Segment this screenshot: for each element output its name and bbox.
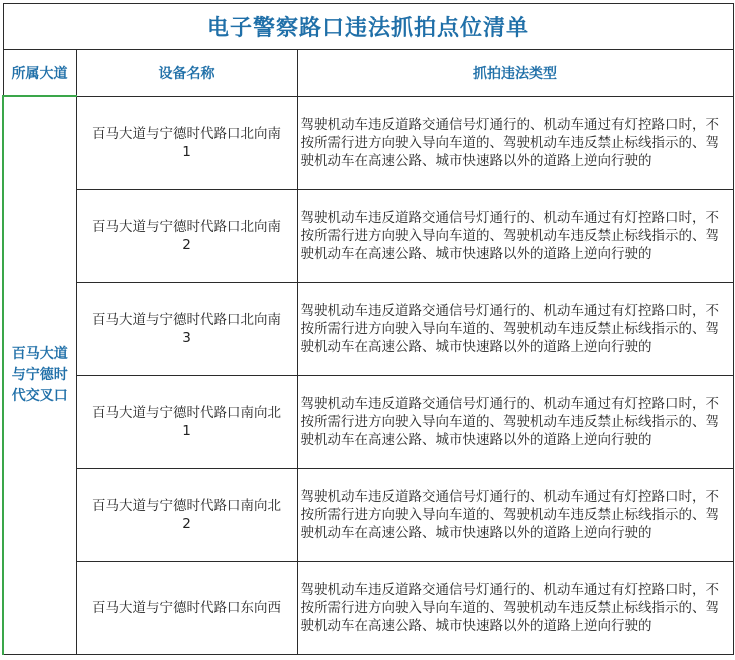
table-row [3, 189, 733, 282]
header-row [3, 50, 733, 97]
table-row [3, 375, 733, 468]
device-number: 2 [182, 236, 191, 253]
table-title[interactable]: 电子警察路口违法抓拍点位清单 [3, 4, 733, 50]
violation-cell[interactable]: 驾驶机动车违反道路交通信号灯通行的、机动车通过有灯控路口时，不按所需行进方向驶入导向车道的、驾驶机动车违反禁止标线指示的、驾驶机动车在高速公路、城市快速路以外的道路上逆向行驶的 [297, 96, 733, 189]
device-name: 百马大道与宁德时代路口北向南 [92, 218, 281, 235]
device-name: 百马大道与宁德时代路口南向北 [92, 404, 281, 421]
table-row [3, 561, 733, 654]
violation-cell[interactable]: 驾驶机动车违反道路交通信号灯通行的、机动车通过有灯控路口时，不按所需行进方向驶入导向车道的、驾驶机动车违反禁止标线指示的、驾驶机动车在高速公路、城市快速路以外的道路上逆向行驶的 [297, 561, 733, 654]
device-cell[interactable] [76, 96, 297, 189]
violation-cell[interactable]: 驾驶机动车违反道路交通信号灯通行的、机动车通过有灯控路口时，不按所需行进方向驶入导向车道的、驾驶机动车违反禁止标线指示的、驾驶机动车在高速公路、城市快速路以外的道路上逆向行驶的 [297, 468, 733, 561]
violation-cell[interactable]: 驾驶机动车违反道路交通信号灯通行的、机动车通过有灯控路口时，不按所需行进方向驶入导向车道的、驾驶机动车违反禁止标线指示的、驾驶机动车在高速公路、城市快速路以外的道路上逆向行驶的 [297, 375, 733, 468]
device-number: 2 [182, 515, 191, 532]
table-row [3, 282, 733, 375]
device-number: 3 [182, 329, 191, 346]
device-name: 百马大道与宁德时代路口北向南 [92, 125, 281, 142]
device-number: 1 [182, 422, 191, 439]
device-cell[interactable] [76, 189, 297, 282]
device-number: 1 [182, 143, 191, 160]
device-cell[interactable] [76, 561, 297, 654]
device-cell[interactable] [76, 375, 297, 468]
device-cell[interactable] [76, 282, 297, 375]
device-name: 百马大道与宁德时代路口南向北 [92, 497, 281, 514]
device-name: 百马大道与宁德时代路口北向南 [92, 311, 281, 328]
title-row [3, 4, 733, 50]
violation-cell[interactable]: 驾驶机动车违反道路交通信号灯通行的、机动车通过有灯控路口时，不按所需行进方向驶入导向车道的、驾驶机动车违反禁止标线指示的、驾驶机动车在高速公路、城市快速路以外的道路上逆向行驶的 [297, 282, 733, 375]
device-name: 百马大道与宁德时代路口东向西 [92, 599, 281, 616]
device-cell[interactable] [76, 468, 297, 561]
spreadsheet-view [2, 3, 732, 655]
table-row [3, 96, 733, 189]
header-device[interactable]: 设备名称 [76, 50, 297, 97]
table-row [3, 468, 733, 561]
violation-points-table [2, 3, 734, 655]
road-cell[interactable]: 百马大道与宁德时代交叉口 [3, 96, 76, 654]
violation-cell[interactable]: 驾驶机动车违反道路交通信号灯通行的、机动车通过有灯控路口时，不按所需行进方向驶入导向车道的、驾驶机动车违反禁止标线指示的、驾驶机动车在高速公路、城市快速路以外的道路上逆向行驶的 [297, 189, 733, 282]
header-violation[interactable]: 抓拍违法类型 [297, 50, 733, 97]
header-road[interactable]: 所属大道 [3, 50, 76, 97]
